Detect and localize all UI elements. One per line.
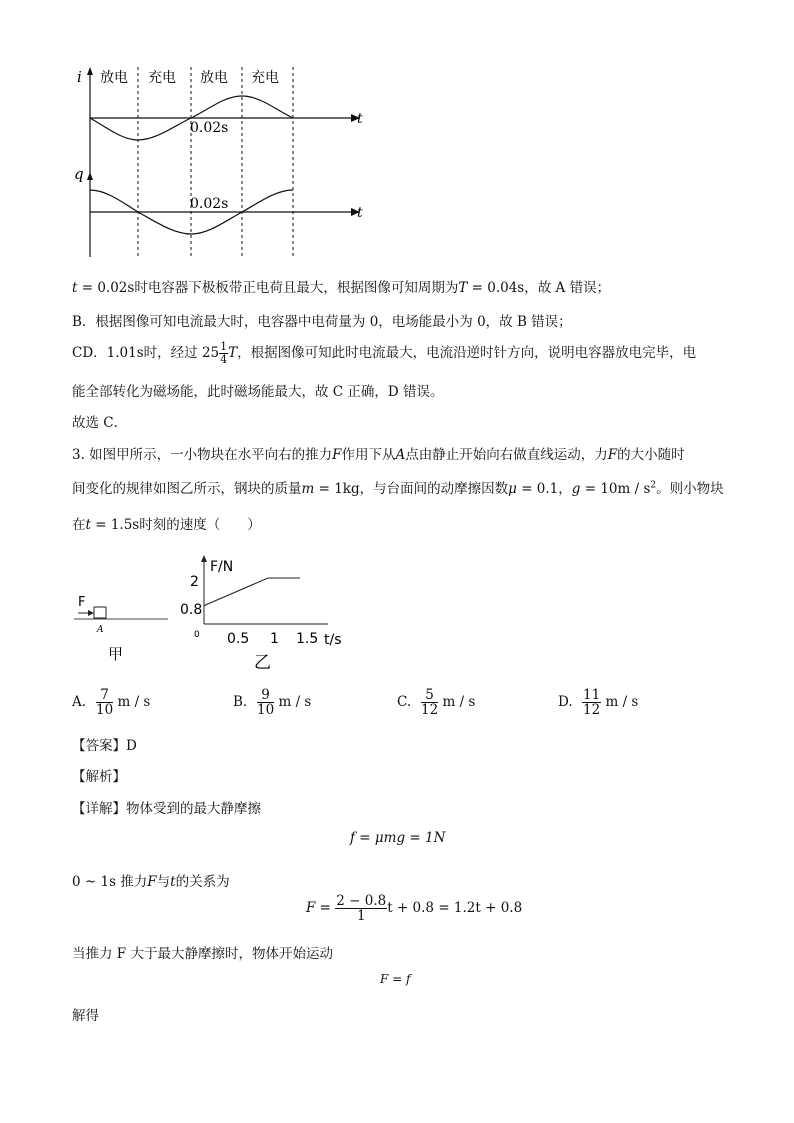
detail-line: 【详解】物体受到的最大静摩擦 xyxy=(72,801,261,817)
phase-label-1: 放电 xyxy=(100,70,128,86)
answer-line: 【答案】D xyxy=(72,738,137,754)
solve-line: 解得 xyxy=(72,1008,99,1024)
oscillation-figure xyxy=(70,62,370,262)
question3-line-1: 3. 如图甲所示，一小物块在水平向右的推力F作用下从A点由静止开始向右做直线运动，力F的大小随时 xyxy=(72,447,685,463)
phase-label-4: 充电 xyxy=(251,70,279,86)
analysis-line-1: t = 0.02s时电容器下极板带正电荷且最大，根据图像可知周期为T = 0.04s，故 A 错误； xyxy=(72,280,611,296)
x-tick-0.5: 0.5 xyxy=(227,631,250,647)
phase-label-3: 放电 xyxy=(200,70,228,86)
force-series-line xyxy=(204,578,300,606)
phase-label-2: 充电 xyxy=(148,70,176,86)
analysis-line-4: 能全部转化为磁场能，此时磁场能最大，故 C 正确，D 错误。 xyxy=(72,384,444,400)
y-tick-0.8: 0.8 xyxy=(180,602,203,618)
point-a-label: A xyxy=(97,625,104,635)
t-axis-label-top: t xyxy=(357,111,363,127)
time-mark-bottom: 0.02s xyxy=(190,196,229,212)
option-d[interactable]: D. $\frac{11}{12}$ m / s xyxy=(558,687,639,719)
analysis-line-3: CD．1.01s时，经过 25 $\frac{1}{4}$ T，根据图像可知此时电流最大，电流沿逆时针方向，说明电容器放电完毕，电 xyxy=(72,340,697,366)
analysis-line-2: B．根据图像可知电流最大时，电容器中电荷量为 0，电场能最小为 0，故 B 错误； xyxy=(72,314,572,330)
equation-balance: F = f xyxy=(380,972,411,986)
analysis-tag: 【解析】 xyxy=(72,769,126,785)
x-tick-1.5: 1.5 xyxy=(296,631,319,647)
option-c[interactable]: C. $\frac{5}{12}$ m / s xyxy=(397,687,476,719)
x-axis-label: t/s xyxy=(324,632,342,648)
equation-friction: f = μmg = 1N xyxy=(350,830,446,846)
option-b[interactable]: B. $\frac{9}{10}$ m / s xyxy=(233,687,312,719)
block xyxy=(94,607,106,618)
force-label: F xyxy=(78,595,86,610)
i-axis-label: i xyxy=(77,68,82,86)
time-mark-top: 0.02s xyxy=(190,120,229,136)
question3-line-3: 在t = 1.5s时刻的速度（ ） xyxy=(72,517,261,533)
origin-label: 0 xyxy=(194,630,200,640)
range-line: 0 ~ 1s 推力F与t的关系为 xyxy=(72,874,230,890)
y-tick-2: 2 xyxy=(190,574,199,590)
equation-force: F = $\frac{2 - 0.8}{1}$ t + 0.8 = 1.2t + 0.8 xyxy=(306,893,523,925)
start-line: 当推力 F 大于最大静摩擦时，物体开始运动 xyxy=(72,946,333,962)
question3-line-2: 间变化的规律如图乙所示，钢块的质量m = 1kg，与台面间的动摩擦因数μ = 0.1，$g = 10m / s^2$。则小物块 xyxy=(72,480,724,497)
q-axis-label: q xyxy=(74,165,84,183)
analysis-line-5: 故选 C． xyxy=(72,415,128,431)
figure-jia xyxy=(72,562,172,672)
fraction-quarter: $\frac{1}{4}$ xyxy=(220,340,228,366)
x-tick-1: 1 xyxy=(270,631,279,647)
figure-jia-caption: 甲 xyxy=(108,645,124,663)
figure-yi-caption: 乙 xyxy=(254,653,271,673)
option-a[interactable]: A. $\frac{7}{10}$ m / s xyxy=(72,687,151,719)
figure-yi-chart xyxy=(176,552,356,676)
y-axis-label: F/N xyxy=(210,559,234,575)
t-axis-label-bottom: t xyxy=(357,205,363,221)
